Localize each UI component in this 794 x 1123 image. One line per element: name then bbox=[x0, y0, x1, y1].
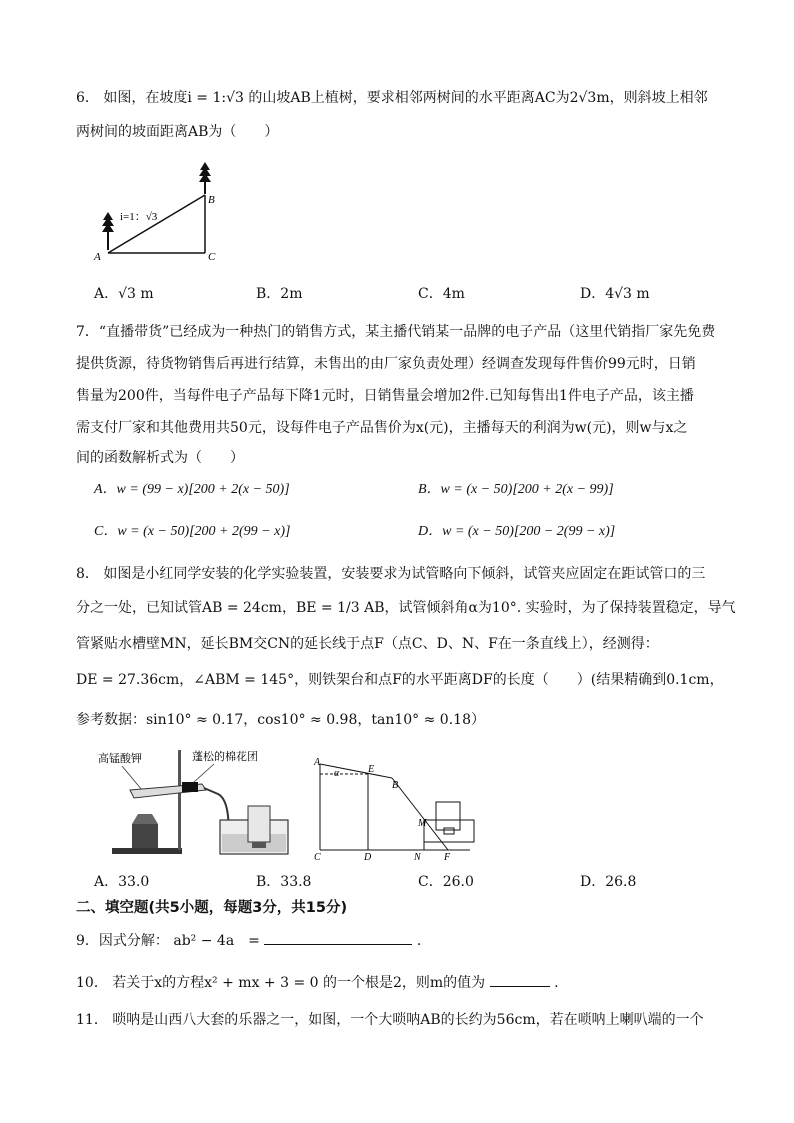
q6-line2: 两树间的坡面距离AB为（ ） bbox=[76, 124, 279, 140]
label-C: C bbox=[314, 852, 321, 863]
q10 bbox=[76, 972, 559, 993]
label-F: F bbox=[444, 852, 451, 863]
tree-icon bbox=[199, 162, 211, 194]
lab-apparatus-photo bbox=[94, 746, 300, 864]
q10-text: 10． 若关于x的方程x² + mx + 3 = 0 的一个根是2，则m的值为 bbox=[76, 975, 486, 991]
q6-option-d[interactable]: D．4√3 m bbox=[580, 286, 650, 302]
photo-label-cotton: 蓬松的棉花团 bbox=[192, 750, 258, 763]
q6-line1: 6． 如图，在坡度i = 1:√3 的山坡AB上植树，要求相邻两树间的水平距离AC为2√3m，则斜坡上相邻 bbox=[76, 90, 708, 106]
photo-label-potassium: 高锰酸钾 bbox=[98, 752, 142, 765]
q11-line1: 11． 唢呐是山西八大套的乐器之一，如图，一个大唢呐AB的长约为56cm，若在唢呐上喇叭端的一个 bbox=[76, 1012, 704, 1028]
q8-option-b[interactable]: B．33.8 bbox=[256, 874, 312, 890]
q8-line1: 8． 如图是小红同学安装的化学实验装置，安装要求为试管略向下倾斜，试管夹应固定在距试管口的三 bbox=[76, 566, 706, 582]
q9 bbox=[76, 930, 421, 951]
slope-label: i=1：√3 bbox=[120, 211, 158, 223]
q9-end: . bbox=[416, 933, 422, 949]
label-alpha: α bbox=[334, 768, 340, 779]
label-M: M bbox=[418, 818, 427, 829]
label-A: A bbox=[94, 251, 101, 263]
label-A: A bbox=[314, 757, 321, 768]
label-E: E bbox=[368, 764, 375, 775]
q8-line3: 管紧贴水槽壁MN，延长BM交CN的延长线于点F（点C、D、N、F在一条直线上），经测得： bbox=[76, 636, 659, 652]
label-N: N bbox=[414, 852, 421, 863]
q6-option-c[interactable]: C．4m bbox=[418, 286, 465, 302]
q9-text: 9．因式分解： ab² − 4a = bbox=[76, 933, 260, 949]
q8-option-a[interactable]: A．33.0 bbox=[94, 874, 150, 890]
q9-answer-blank[interactable] bbox=[264, 930, 412, 945]
q7-line4: 需支付厂家和其他费用共50元，设每件电子产品售价为x(元)，主播每天的利润为w(元)，则w与x之 bbox=[76, 420, 688, 436]
section-heading: 二、填空题(共5小题，每题3分，共15分) bbox=[76, 900, 348, 916]
q8-geometry-figure bbox=[310, 752, 485, 864]
q7-option-c[interactable]: C．w = (x − 50)[200 + 2(99 − x)] bbox=[94, 524, 291, 539]
label-C: C bbox=[208, 251, 216, 263]
q8-line4: DE = 27.36cm，∠ABM = 145°，则铁架台和点F的水平距离DF的长度（ ）(结果精确到0.1cm， bbox=[76, 672, 724, 688]
q7-option-a[interactable]: A．w = (99 − x)[200 + 2(x − 50)] bbox=[94, 482, 290, 497]
label-D: D bbox=[364, 852, 372, 863]
tree-icon bbox=[102, 212, 114, 250]
q7-line2: 提供货源，待货物销售后再进行结算，未售出的由厂家负责处理）经调查发现每件售价99元时，日销 bbox=[76, 356, 696, 372]
q10-answer-blank[interactable] bbox=[490, 972, 550, 987]
q8-line2: 分之一处，已知试管AB = 24cm，BE = 1/3 AB，试管倾斜角α为10°. 实验时，为了保持装置稳定，导气 bbox=[76, 600, 736, 616]
q7-line3: 售量为200件，当每件电子产品每下降1元时，日销售量会增加2件.已知每售出1件电子产品，该主播 bbox=[76, 388, 694, 404]
q7-option-b[interactable]: B．w = (x − 50)[200 + 2(x − 99)] bbox=[418, 482, 614, 497]
q7-option-d[interactable]: D．w = (x − 50)[200 − 2(99 − x)] bbox=[418, 524, 616, 539]
q6-option-a[interactable]: A．√3 m bbox=[94, 286, 154, 302]
q6-slope-figure bbox=[90, 160, 230, 270]
q7-line5: 间的函数解析式为（ ） bbox=[76, 450, 244, 466]
q10-end: . bbox=[554, 975, 559, 991]
q8-option-c[interactable]: C．26.0 bbox=[418, 874, 474, 890]
q6-option-b[interactable]: B．2m bbox=[256, 286, 303, 302]
q8-option-d[interactable]: D．26.8 bbox=[580, 874, 637, 890]
q8-line5: 参考数据：sin10° ≈ 0.17，cos10° ≈ 0.98，tan10° ≈ 0.18） bbox=[76, 712, 485, 728]
label-B: B bbox=[392, 780, 399, 791]
label-B: B bbox=[208, 194, 215, 206]
q7-line1: 7．“直播带货”已经成为一种热门的销售方式，某主播代销某一品牌的电子产品（这里代销指厂家先免费 bbox=[76, 324, 716, 340]
